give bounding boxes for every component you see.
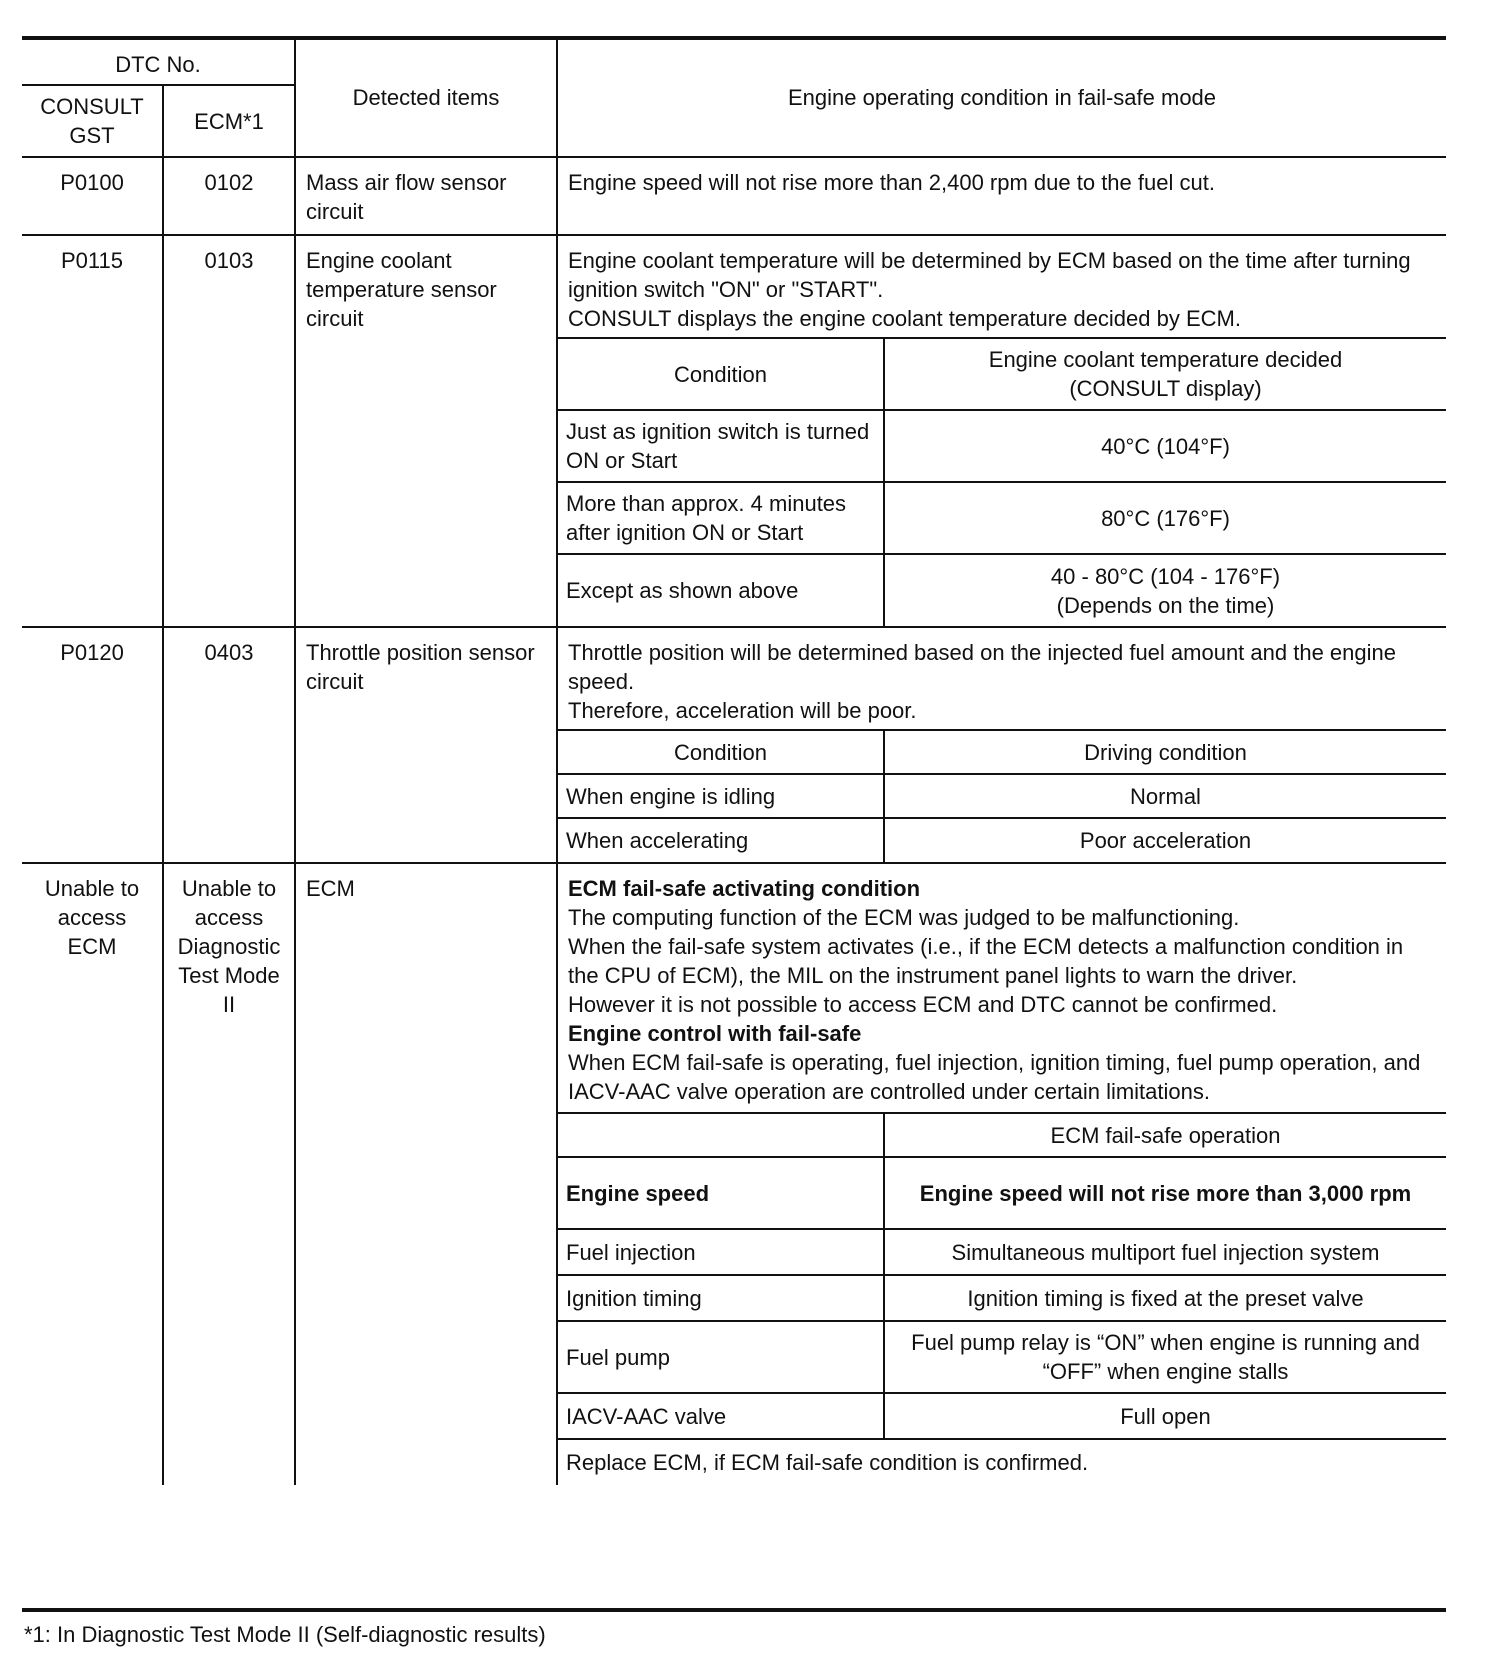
condition-description: ECM fail-safe activating condition The computing function of the ECM was judged to be malfunctioning. When the fail-safe system activates (i.e., if the ECM detects a malfunction condition in the CPU of ECM), the MIL on the instrument panel lights to warn the driver. However it is not possible to access ECM and DTC cannot be confirmed. Engine control with fail-safe When ECM fail-safe is operating, fuel injection, ignition timing, fuel pump operation, and IACV-AAC valve operation are controlled under certain limitations. ECM fail-safe operation Engine speed Engine speed will not rise more than 3,000 rpm Fuel injection Simultaneous multiport fuel injection system Ignition timing Ignition timing is fixed at the preset valve Fuel pump Fuel pump relay is “ON” when engine is running and “OFF” when engine stalls IACV-AAC valve Full open Replace ECM, if ECM fail-safe condition is confirmed. bbox=[557, 863, 1446, 1485]
sub-row bbox=[558, 818, 1446, 862]
table-row bbox=[22, 157, 1446, 235]
condition-description: Engine coolant temperature will be determined by ECM based on the time after turning ignition switch "ON" or "START". CONSULT displays the engine coolant temperature decided by ECM. Condition Engine coolant temperature decided (CONSULT display) Just as ignition switch is turned ON or Start 40°C (104°F) More than approx. 4 minutes after ignition ON or Start 80°C (176°F) Except as shown above 40 - 80°C (104 - 176°F) (Depends on the time) bbox=[557, 235, 1446, 627]
sub-row bbox=[558, 1157, 1446, 1229]
dtc-consult: P0115 bbox=[22, 235, 163, 627]
throttle-condition-table bbox=[558, 729, 1446, 862]
sub-value: Ignition timing is fixed at the preset valve bbox=[884, 1275, 1446, 1321]
dtc-ecm: 0403 bbox=[163, 627, 295, 863]
sub-header-blank bbox=[558, 1113, 884, 1157]
sub-row bbox=[558, 1321, 1446, 1393]
sub-condition: Fuel injection bbox=[558, 1229, 884, 1275]
condition-description: Throttle position will be determined based on the injected fuel amount and the engine speed. Therefore, acceleration will be poor. Condition Driving condition When engine is idling Normal When accelerating Poor acceleration bbox=[557, 627, 1446, 863]
sub-row bbox=[558, 482, 1446, 554]
sub-header-operation: ECM fail-safe operation bbox=[884, 1113, 1446, 1157]
sub-row bbox=[558, 410, 1446, 482]
table-bottom-rule bbox=[22, 1608, 1446, 1612]
sub-header-driving: Driving condition bbox=[884, 730, 1446, 774]
sub-row bbox=[558, 554, 1446, 626]
header-ecm: ECM*1 bbox=[163, 85, 295, 157]
detected-item: ECM bbox=[295, 863, 557, 1485]
condition-description: Engine speed will not rise more than 2,400 rpm due to the fuel cut. bbox=[557, 157, 1446, 235]
sub-condition: Just as ignition switch is turned ON or Start bbox=[558, 410, 884, 482]
sub-condition: More than approx. 4 minutes after ignition ON or Start bbox=[558, 482, 884, 554]
dtc-ecm: 0102 bbox=[163, 157, 295, 235]
sub-value: Poor acceleration bbox=[884, 818, 1446, 862]
dtc-consult: Unable to access ECM bbox=[22, 863, 163, 1485]
dtc-consult: P0100 bbox=[22, 157, 163, 235]
sub-row bbox=[558, 1439, 1446, 1485]
ecm-activating-heading: ECM fail-safe activating condition bbox=[568, 876, 921, 901]
header-engine-condition: Engine operating condition in fail-safe mode bbox=[557, 38, 1446, 157]
detected-item: Throttle position sensor circuit bbox=[295, 627, 557, 863]
sub-condition: Ignition timing bbox=[558, 1275, 884, 1321]
replace-ecm-note: Replace ECM, if ECM fail-safe condition is confirmed. bbox=[558, 1439, 1446, 1485]
sub-header-temperature: Engine coolant temperature decided (CONSULT display) bbox=[884, 338, 1446, 410]
sub-row bbox=[558, 774, 1446, 818]
sub-condition: IACV-AAC valve bbox=[558, 1393, 884, 1439]
sub-header-condition: Condition bbox=[558, 730, 884, 774]
coolant-condition-table bbox=[558, 337, 1446, 626]
detected-item: Engine coolant temperature sensor circuit bbox=[295, 235, 557, 627]
sub-value: Engine speed will not rise more than 3,000 rpm bbox=[884, 1157, 1446, 1229]
sub-row bbox=[558, 1275, 1446, 1321]
table-row bbox=[22, 863, 1446, 1485]
header-consult-gst: CONSULT GST bbox=[22, 85, 163, 157]
sub-value: 40 - 80°C (104 - 176°F) (Depends on the time) bbox=[884, 554, 1446, 626]
dtc-consult: P0120 bbox=[22, 627, 163, 863]
sub-value: Simultaneous multiport fuel injection system bbox=[884, 1229, 1446, 1275]
sub-row bbox=[558, 1393, 1446, 1439]
sub-condition: Fuel pump bbox=[558, 1321, 884, 1393]
ecm-operation-table bbox=[558, 1112, 1446, 1485]
table-row bbox=[22, 627, 1446, 863]
sub-value: 80°C (176°F) bbox=[884, 482, 1446, 554]
sub-condition: Engine speed bbox=[558, 1157, 884, 1229]
sub-value: 40°C (104°F) bbox=[884, 410, 1446, 482]
sub-value: Fuel pump relay is “ON” when engine is running and “OFF” when engine stalls bbox=[884, 1321, 1446, 1393]
dtc-ecm: Unable to access Diagnostic Test Mode II bbox=[163, 863, 295, 1485]
sub-value: Normal bbox=[884, 774, 1446, 818]
footnote: *1: In Diagnostic Test Mode II (Self-diagnostic results) bbox=[24, 1622, 546, 1647]
header-detected-items: Detected items bbox=[295, 38, 557, 157]
dtc-ecm: 0103 bbox=[163, 235, 295, 627]
ecm-control-heading: Engine control with fail-safe bbox=[568, 1021, 862, 1046]
fail-safe-table bbox=[22, 38, 1446, 1485]
detected-item: Mass air flow sensor circuit bbox=[295, 157, 557, 235]
sub-row bbox=[558, 1229, 1446, 1275]
sub-value: Full open bbox=[884, 1393, 1446, 1439]
header-dtc-no: DTC No. bbox=[22, 38, 295, 85]
table-row bbox=[22, 235, 1446, 627]
sub-condition: When engine is idling bbox=[558, 774, 884, 818]
sub-header-condition: Condition bbox=[558, 338, 884, 410]
sub-condition: Except as shown above bbox=[558, 554, 884, 626]
sub-condition: When accelerating bbox=[558, 818, 884, 862]
